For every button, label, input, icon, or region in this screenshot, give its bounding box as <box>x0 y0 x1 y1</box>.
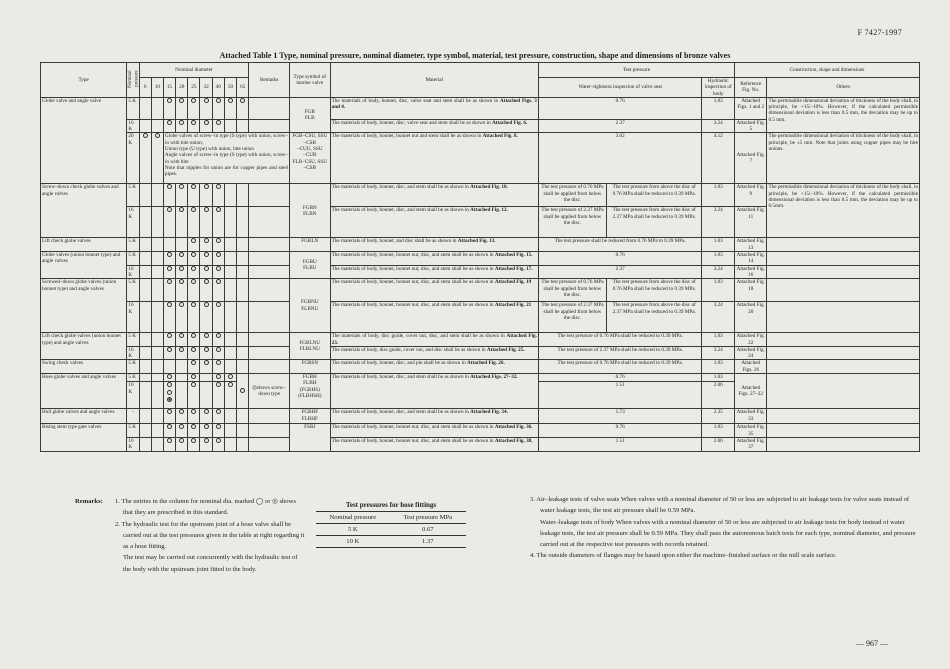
reference-cell: Attached Figs. 27–32 <box>734 374 767 409</box>
type-cell: Lift check globe valves <box>41 238 127 252</box>
table-row <box>316 536 466 548</box>
water-test-cell: 1.73 <box>538 409 702 424</box>
hose-cell: 10 K <box>316 536 390 548</box>
pressure-cell: 5 K <box>127 238 139 252</box>
table-row <box>41 97 920 119</box>
prescribed-mark <box>204 98 209 103</box>
hydraulic-cell: 4.12 <box>702 133 735 184</box>
material-cell: The materials of body, bonnet, bonnet nut, disc, and stem shall be as shown in Attached Fig. 17. <box>330 265 538 279</box>
hydraulic-cell: 3.24 <box>702 302 735 333</box>
hydraulic-cell: 1.03 <box>702 184 735 207</box>
prescribed-mark <box>191 333 196 338</box>
pressure-cell: 5 K <box>127 184 139 207</box>
prescribed-mark <box>167 207 172 212</box>
screw-down-mark <box>167 397 172 402</box>
hydraulic-cell: 1.03 <box>702 238 735 252</box>
remarks-header: Remarks <box>249 63 290 98</box>
prescribed-mark <box>191 374 196 379</box>
reference-cell: Attached Fig. 16 <box>734 265 767 279</box>
prescribed-mark <box>204 238 209 243</box>
prescribed-mark <box>216 238 221 243</box>
prescribed-mark <box>204 279 209 284</box>
prescribed-mark <box>216 120 221 125</box>
table-row <box>41 424 920 438</box>
reference-cell: Attached Figs. 26 <box>734 360 767 374</box>
water-test-cell: 0.76 <box>538 374 702 382</box>
material-cell: The materials of body, bonnet, bonnet nut, disc, and stem shall be as shown in Attached Fig. 19 <box>330 279 538 302</box>
note-20k: Globe valves of screw–in type (S type) with union, screw–in with bite union; Union type (U type) with union, bite union Angle valves of screw–in type (S type) with union, screw–in with bite Note that nipples for union are for copper pipes and steel pipes. <box>163 133 289 184</box>
reference-cell: Attached Fig. 22 <box>734 333 767 347</box>
dia-65: 65 <box>237 78 249 98</box>
pressure-cell: 5 K <box>127 97 139 119</box>
hydraulic-cell: 1.03 <box>702 424 735 438</box>
table-row <box>41 374 920 382</box>
prescribed-mark <box>179 184 184 189</box>
prescribed-mark <box>191 98 196 103</box>
reference-header: Reference Fig. No. <box>734 78 767 98</box>
prescribed-mark <box>179 409 184 414</box>
prescribed-mark <box>179 302 184 307</box>
reference-cell: Attached Fig. 5 <box>734 119 767 133</box>
material-header: Material <box>330 63 538 98</box>
reference-cell: Attached Fig. 13 <box>734 238 767 252</box>
hydraulic-cell: 1.03 <box>702 360 735 374</box>
hose-cell: 1.37 <box>390 536 466 548</box>
pressure-cell: 5 K <box>127 424 139 438</box>
water-test-cell: 1.51 <box>538 437 702 451</box>
hydraulic-cell: 3.24 <box>702 119 735 133</box>
prescribed-mark <box>191 382 196 387</box>
water-test-cell: The test pressure of 2.37 MPa shall be applied from below the disc. <box>538 207 606 238</box>
pressure-cell: 16 K <box>127 119 139 133</box>
prescribed-mark <box>143 133 148 138</box>
remark-1: 1. The entries in the column for nominal dia. marked ◯ or ◎ shows that they are prescribed in this standard. <box>115 498 296 517</box>
note-3b: Water–leakage tests of body When valves with a nominal diameter of 50 or less are subjected to air leakage tests for body instead of water leakage tests, the test air pressure shall be 0.59 MPa. They shall pass the autonomous batch tests for each type, nominal diameter, and pressure carried out at the respective test pressures with records retained. <box>540 518 916 549</box>
type-cell: Hose globe valves and angle valves <box>41 374 127 409</box>
reference-cell: Attached Fig. 20 <box>734 302 767 333</box>
hydraulic-cell: 2.06 <box>702 437 735 451</box>
prescribed-mark <box>191 409 196 414</box>
hydraulic-cell: 1.03 <box>702 333 735 347</box>
remark-2b: The test may be carried out concurrently with the hydraulic test of the body with the upstream joint fitted to the body. <box>123 554 298 573</box>
prescribed-mark <box>167 374 172 379</box>
hydraulic-cell: 3.24 <box>702 207 735 238</box>
water-test-cell: The test pressure from above the disc of 0.76 MPa shall be reduced to 0.39 MPa. <box>606 184 702 207</box>
prescribed-mark <box>204 252 209 257</box>
prescribed-mark <box>204 438 209 443</box>
material-cell: The materials of body, bonnet, disc, and stem shall be as shown in Attached Fig. 34. <box>330 409 538 424</box>
others-cell: The permissible dimensional deviation of thickness of the body shall, in principle, be +15/–10%. However, if the calculated permissible dimensional deviation is less than 0.5 mm, the deviation may be up to 0.5 mm. <box>767 97 920 133</box>
material-cell: The materials of body, bonnet, bonnet nut, disc, and stem shall be as shown in Attached Fig. 36. <box>330 424 538 438</box>
water-test-cell: 2.37 <box>538 265 702 279</box>
table-row <box>41 252 920 266</box>
others-cell: The permissible dimensional deviation of thickness of the body shall, in principle, be ±5 mm. Note that joints using copper pipes may be bite unions. <box>767 133 920 184</box>
table-row <box>41 409 920 424</box>
material-cell: The materials of body, bonnet, disc, and pin shall be as shown in Attached Fig. 26. <box>330 360 538 374</box>
note-3a: 3. Air–leakage tests of valve seats When valves with a nominal diameter of 50 or less are subjected to air leakage tests for valve seats instead of water leakage tests, the test air pressure shall be 0.59 MPa. <box>530 496 910 515</box>
reference-cell: Attached Fig. 33 <box>734 409 767 424</box>
pressure-cell: 5 K <box>127 252 139 266</box>
water-test-cell: The test pressure of 0.76 MPa shall be applied from below the disc. <box>538 279 606 302</box>
dia-10: 10 <box>151 78 163 98</box>
hydraulic-cell: 1.03 <box>702 97 735 119</box>
prescribed-mark <box>191 184 196 189</box>
prescribed-mark <box>179 252 184 257</box>
prescribed-mark <box>191 360 196 365</box>
type-cell: Hull globe valves and angle valves <box>41 409 127 424</box>
prescribed-mark <box>191 207 196 212</box>
prescribed-mark <box>179 424 184 429</box>
material-cell: The materials of body, bonnet, bonnet nut and stem shall be as shown in Attached Fig. 8. <box>330 133 538 184</box>
water-test-cell: The test pressure shall be reduced from 0.76 MPa to 0.39 MPa. <box>538 238 702 252</box>
table-row <box>316 512 466 524</box>
prescribed-mark <box>204 207 209 212</box>
pressure-cell: 16 K <box>127 302 139 333</box>
prescribed-mark <box>179 333 184 338</box>
prescribed-mark <box>167 347 172 352</box>
prescribed-mark <box>204 424 209 429</box>
type-symbol-cell: FGBLN <box>289 238 330 252</box>
water-test-cell: 0.76 <box>538 424 702 438</box>
type-symbol-cell: FGBU FLBU <box>289 252 330 279</box>
type-cell: Globe valves (union bonnet type) and angle valves <box>41 252 127 279</box>
dia-40: 40 <box>212 78 224 98</box>
hydraulic-header: Hydraulic inspection of body <box>702 78 735 98</box>
standard-number: F 7427-1997 <box>857 28 902 37</box>
prescribed-mark <box>167 98 172 103</box>
pressure-cell: 10 K <box>127 382 139 409</box>
reference-cell: Attached Fig. 14 <box>734 252 767 266</box>
water-test-cell: The test pressure from above the disc of 2.37 MPa shall be reduced to 0.39 MPa. <box>606 207 702 238</box>
prescribed-mark <box>204 120 209 125</box>
reference-cell: Attached Fig. 7 <box>734 133 767 184</box>
table-row <box>41 346 920 360</box>
material-cell: The materials of body, disc guide, cover nut, disc, and stem shall be as shown in Attached Fig. 23. <box>331 333 537 346</box>
pressure-cell: 5 K <box>127 374 139 382</box>
reference-cell: Attached Fig. 37 <box>734 437 767 451</box>
reference-cell: Attached Fig. 11 <box>734 207 767 238</box>
table-row <box>316 524 466 536</box>
hydraulic-cell: 1.03 <box>702 374 735 382</box>
prescribed-mark <box>240 388 245 393</box>
prescribed-mark <box>216 409 221 414</box>
prescribed-mark <box>191 438 196 443</box>
hose-table-title: Test pressures for hose fittings <box>345 501 437 509</box>
prescribed-mark <box>191 120 196 125</box>
remark-2a: 2. The hydraulic test for the upstream joint of a hose valve shall be carried out at the test pressures given in the table at right regarding it as a hose fitting. <box>115 520 305 551</box>
prescribed-mark <box>167 266 172 271</box>
prescribed-mark <box>179 347 184 352</box>
prescribed-mark <box>167 252 172 257</box>
dia-25: 25 <box>188 78 200 98</box>
prescribed-mark <box>167 382 172 387</box>
dia-32: 32 <box>200 78 212 98</box>
type-cell: Rising stem type gate valves <box>41 424 127 451</box>
prescribed-mark <box>240 98 245 103</box>
prescribed-mark <box>216 266 221 271</box>
prescribed-mark <box>179 438 184 443</box>
pressure-cell: 5 K <box>127 279 139 302</box>
test-pressure-header: Test pressure <box>538 63 734 78</box>
hose-cell: 0.67 <box>390 524 466 536</box>
material-cell: The materials of body, bonnet, disc, valve seat and stem shall be as shown in Attached Figs. 3 and 4. <box>330 97 538 119</box>
material-cell: The materials of body, bonnet, disc, and stem shall be as shown in Attached Fig. 12. <box>330 207 538 238</box>
prescribed-mark <box>216 424 221 429</box>
material-cell: The materials of body, bonnet, disc, and stem shall be as shown in Attached Figs. 27–32. <box>330 374 538 409</box>
dia-50: 50 <box>224 78 236 98</box>
prescribed-mark <box>191 302 196 307</box>
hydraulic-cell: 1.03 <box>702 252 735 266</box>
table-row <box>41 360 920 374</box>
table-row <box>41 437 920 451</box>
prescribed-mark <box>228 374 233 379</box>
pressure-cell: 10 K <box>127 437 139 451</box>
hose-header-test: Test pressure MPa <box>390 512 466 524</box>
prescribed-mark <box>216 184 221 189</box>
water-test-cell: 0.76 <box>538 97 702 119</box>
prescribed-mark <box>216 360 221 365</box>
water-test-cell: 1.51 <box>538 382 702 409</box>
water-test-cell: 0.76 <box>538 252 702 266</box>
table-row <box>41 133 920 184</box>
remarks <box>75 496 305 575</box>
remark-cell: ◎shows screw–down type <box>249 374 290 409</box>
prescribed-mark <box>167 120 172 125</box>
page-number: — 967 — <box>856 639 888 648</box>
reference-cell: Attached Fig. 24 <box>734 346 767 360</box>
pressure-cell: – <box>127 409 139 424</box>
type-cell: Swing check valves <box>41 360 127 374</box>
type-symbol-cell: FGBN FLBN <box>289 184 330 238</box>
prescribed-mark <box>216 279 221 284</box>
reference-cell: Attached Fig. 35 <box>734 424 767 438</box>
reference-cell: Attached Fig. 9 <box>734 184 767 207</box>
hydraulic-cell: 3.24 <box>702 265 735 279</box>
prescribed-mark <box>228 98 233 103</box>
note-4: 4. The outside diameters of flanges may be based upon either the machine–finished surface or the mill scale surface. <box>530 552 837 560</box>
prescribed-mark <box>191 266 196 271</box>
pressure-cell: 5 K <box>127 360 139 374</box>
nominal-pressure-header: Nominal pressure <box>127 63 139 98</box>
table-row <box>41 265 920 279</box>
hydraulic-cell: 3.24 <box>702 346 735 360</box>
prescribed-mark <box>167 409 172 414</box>
hose-fitting-table <box>316 501 466 548</box>
type-cell: Screw–down check globe valves and angle valves <box>41 184 127 238</box>
prescribed-mark <box>216 382 221 387</box>
prescribed-mark <box>216 333 221 338</box>
type-symbol-cell: FGB FLB <box>289 97 330 133</box>
water-test-cell: The test pressure from above the disc of 0.76 MPa shall be reduced to 0.39 MPa. <box>606 279 702 302</box>
others-cell: The permissible dimensional deviation of thickness of the body shall, in principle, be +15/–10%. However, if the calculated permissible dimensional deviation is less than 0.5 mm, the deviation may be up to 0.5mm. <box>767 184 920 238</box>
type-cell: Screwed–down globe valves (union bonnet type) and angle valves <box>41 279 127 333</box>
prescribed-mark <box>167 184 172 189</box>
prescribed-mark <box>155 133 160 138</box>
type-symbol-cell: FGBLNU FLBLNU <box>289 333 330 360</box>
prescribed-mark <box>191 238 196 243</box>
type-symbol-cell: FGBHF FLBHF <box>289 409 330 424</box>
type-cell: Globe valve and angle valve <box>41 97 127 184</box>
hose-header-pressure: Nominal pressure <box>316 512 390 524</box>
dia-6: 6 <box>139 78 151 98</box>
reference-cell: Attached Figs. 1 and 2 <box>734 97 767 119</box>
type-symbol-cell: FGBNU FLBNU <box>289 279 330 333</box>
others-header: Others <box>767 78 920 98</box>
water-test-cell: The test pressure from above the disc of 2.37 MPa shall be reduced to 0.39 MPa. <box>606 302 702 333</box>
prescribed-mark <box>216 252 221 257</box>
dia-20: 20 <box>176 78 188 98</box>
prescribed-mark <box>216 207 221 212</box>
prescribed-mark <box>167 279 172 284</box>
prescribed-mark <box>204 409 209 414</box>
water-test-cell: 3.02 <box>538 133 702 184</box>
remarks-label: Remarks: <box>75 498 103 505</box>
nominal-diameter-header: Nominal diameter <box>139 63 249 78</box>
hose-cell: 5 K <box>316 524 390 536</box>
table-row <box>41 333 920 347</box>
construction-header: Construction, shape and dimensions <box>734 63 919 78</box>
prescribed-mark <box>204 360 209 365</box>
prescribed-mark <box>167 390 172 395</box>
prescribed-mark <box>204 302 209 307</box>
prescribed-mark <box>179 120 184 125</box>
pressure-cell: 20 K <box>127 133 139 184</box>
type-cell: Lift check globe valves (union bonnet type) and angle valves <box>41 333 127 360</box>
hydraulic-cell: 2.06 <box>702 382 735 409</box>
table-row <box>41 279 920 302</box>
prescribed-mark <box>191 252 196 257</box>
material-cell: The materials of body, bonnet, disc, valve seat and stem shall be as shown in Attached Fig. 6. <box>330 119 538 133</box>
prescribed-mark <box>216 98 221 103</box>
table-title: Attached Table 1 Type, nominal pressure, nominal diameter, type symbol, material, test pressure, construction, shape and dimensions of bronze valves <box>219 51 731 60</box>
material-cell: The materials of body, bonnet, bonnet nut, disc, and stem shall be as shown in Attached Fig. 38. <box>330 437 538 451</box>
type-symbol-cell: FSBJ <box>289 424 330 451</box>
prescribed-mark <box>167 333 172 338</box>
type-header: Type <box>41 63 127 98</box>
dia-15: 15 <box>163 78 175 98</box>
prescribed-mark <box>191 347 196 352</box>
water-test-cell: The test pressure of 0.76 MPa shall be reduced to 0.39 MPa. <box>538 360 702 374</box>
prescribed-mark <box>204 266 209 271</box>
prescribed-mark <box>204 347 209 352</box>
prescribed-mark <box>179 98 184 103</box>
material-cell: The materials of body, disc guide, cover nut, and disc shall be as shown in Attached Fig. 25. <box>330 346 538 360</box>
prescribed-mark <box>216 347 221 352</box>
reference-cell: Attached Fig. 18 <box>734 279 767 302</box>
water-test-cell: 2.37 <box>538 119 702 133</box>
prescribed-mark <box>167 438 172 443</box>
prescribed-mark <box>191 424 196 429</box>
material-cell: The materials of body, bonnet, bonnet nut, disc, and stem shall be as shown in Attached Fig. 15. <box>330 252 538 266</box>
prescribed-mark <box>167 424 172 429</box>
type-symbol-cell: FGBH FLBH (FGBHS) (FLBHSH) <box>289 374 330 409</box>
water-tightness-header: Water–tightness inspection of valve seat <box>538 78 702 98</box>
type-symbol-cell: FGBSN <box>289 360 330 374</box>
water-test-cell: The test pressure of 2.37 MPa shall be applied from below the disc. <box>538 302 606 333</box>
prescribed-mark <box>204 184 209 189</box>
material-cell: The materials of body, bonnet, disc, and stem shall be as shown in Attached Fig. 10. <box>330 184 538 207</box>
prescribed-mark <box>167 302 172 307</box>
water-test-cell: The test pressure of 2.37 MPa shall be reduced to 0.39 MPa. <box>538 346 702 360</box>
hydraulic-cell: 1.03 <box>702 279 735 302</box>
header-row <box>41 63 920 78</box>
prescribed-mark <box>179 266 184 271</box>
water-test-cell: The test pressure of 0.76 MPa shall be reduced to 0.39 MPa. <box>538 333 702 347</box>
prescribed-mark <box>216 374 221 379</box>
prescribed-mark <box>216 438 221 443</box>
pressure-cell: 16 K <box>127 207 139 238</box>
notes <box>530 494 918 562</box>
pressure-cell: 16 K <box>127 346 139 360</box>
type-symbol-cell: FGB–CSU, SSU –CSB –CUU, SSU –CUB FLB–CSU, SSU –CSB <box>289 133 330 184</box>
prescribed-mark <box>191 279 196 284</box>
prescribed-mark <box>204 333 209 338</box>
valve-table <box>40 62 920 452</box>
table-row <box>41 184 920 207</box>
water-test-cell: The test pressure of 0.76 MPa shall be applied from below the disc. <box>538 184 606 207</box>
prescribed-mark <box>228 382 233 387</box>
pressure-cell: 16 K <box>127 265 139 279</box>
prescribed-mark <box>179 279 184 284</box>
prescribed-mark <box>216 302 221 307</box>
pressure-cell: 5 K <box>127 333 139 347</box>
table-row <box>41 302 920 333</box>
prescribed-mark <box>179 207 184 212</box>
hydraulic-cell: 2.35 <box>702 409 735 424</box>
material-cell: The materials of body, bonnet, and disc shall be as shown in Attached Fig. 13. <box>330 238 538 252</box>
table-row <box>41 238 920 252</box>
type-symbol-header: Type symbol of marine valve <box>289 63 330 98</box>
material-cell: The materials of body, bonnet, bonnet nut, disc, and stem shall be as shown in Attached Fig. 21 <box>330 302 538 333</box>
